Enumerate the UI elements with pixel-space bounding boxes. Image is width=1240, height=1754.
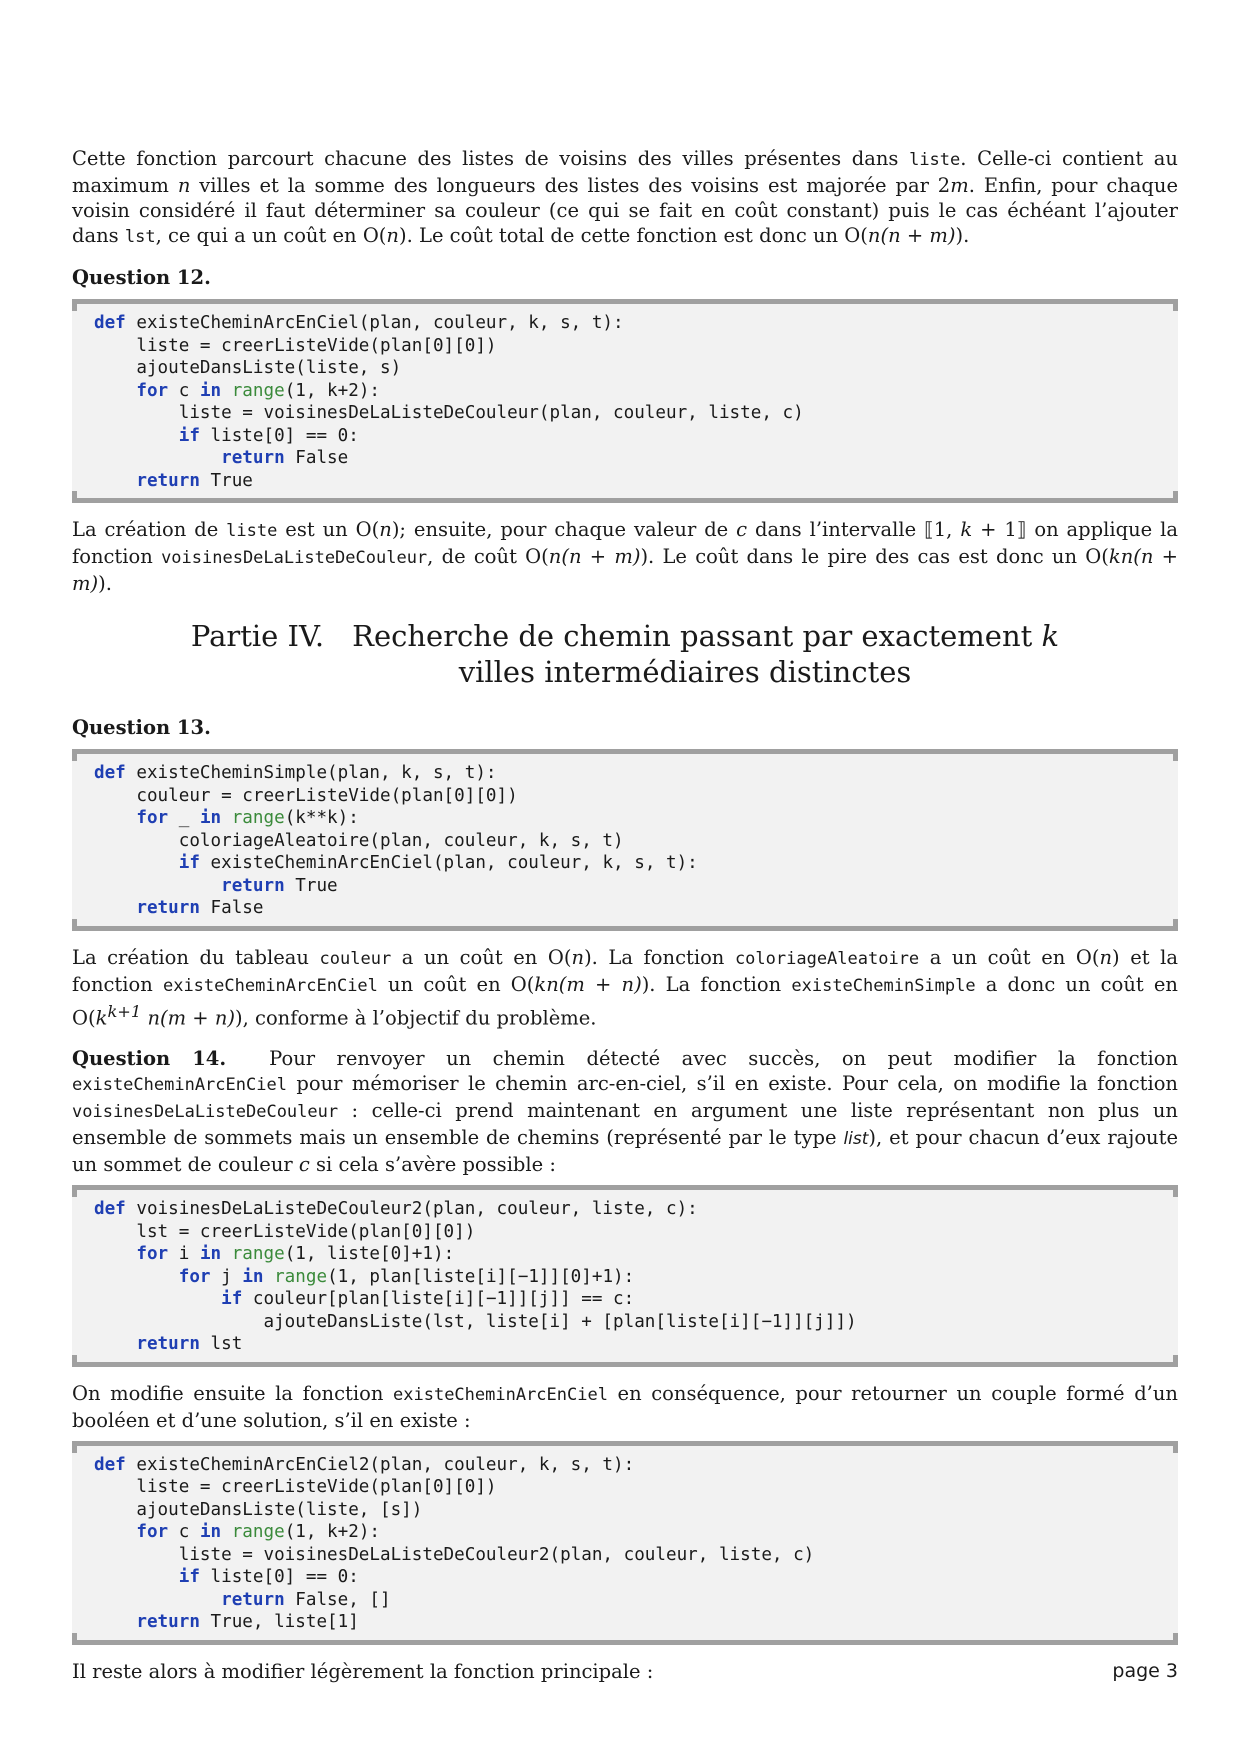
code-block-q13: def existeCheminSimple(plan, k, s, t): couleur = creerListeVide(plan[0][0]) for _ in range(k**k): coloriageAleatoire(plan, couleur, k, s, t) if existeCheminArcEnCiel(plan, couleur, k, s, t): return True return False xyxy=(72,749,1178,931)
q13-explanation: La création du tableau couleur a un coût en O(n). La fonction coloriageAleatoire a un coût en O(n) et la fonction existeCheminArcEnCiel un coût en O(kn(m + n)). La fonction existeCheminSimple a donc un coût en $O(k^{k+1}$ n(m + n)), conforme à l’objectif du problème. xyxy=(72,945,1178,1029)
question-13-title: Question 13. xyxy=(72,716,211,739)
page-number: page 3 xyxy=(1112,1660,1178,1682)
part-iv-heading: Partie IV. Recherche de chemin passant par exactement k villes intermédiaires distinctes xyxy=(190,619,1060,689)
q12-explanation: La création de liste est un O(n); ensuite, pour chaque valeur de c dans l’intervalle ⟦1, k + 1⟧ on applique la fonction voisinesDeLaListeDeCouleur, de coût O(n(n + m)). Le coût dans le pire des cas est donc un O(kn(n + m)). xyxy=(72,518,1178,595)
question-14-title: Question 14. xyxy=(72,1047,227,1070)
code-block-q14b: def existeCheminArcEnCiel2(plan, couleur, k, s, t): liste = creerListeVide(plan[0][0]) ajouteDansListe(liste, [s]) for c in range(1, k+2): liste = voisinesDeLaListeDeCouleur2(plan, couleur, liste, c) if liste[0] == 0: return False, [] return True, liste[1] xyxy=(72,1441,1178,1645)
code-block-q12: def existeCheminArcEnCiel(plan, couleur, k, s, t): liste = creerListeVide(plan[0][0]) ajouteDansListe(liste, s) for c in range(1, k+2): liste = voisinesDeLaListeDeCouleur(plan, couleur, liste, c) if liste[0] == 0: return False return True xyxy=(72,299,1178,503)
q14-paragraph: Question 14. Pour renvoyer un chemin détecté avec succès, on peut modifier la fonction existeCheminArcEnCiel pour mémoriser le chemin arc-en-ciel, s’il en existe. Pour cela, on modifie la fonction voisinesDeLaListeDeCouleur : celle-ci prend maintenant en argument une liste représentant non plus un ensemble de sommets mais un ensemble de chemins (représenté par le type list), et pour chacun d’eux rajoute un sommet de couleur c si cela s’avère possible : xyxy=(72,1047,1178,1176)
page-content xyxy=(72,146,1178,1684)
code-block-q14a: def voisinesDeLaListeDeCouleur2(plan, couleur, liste, c): lst = creerListeVide(plan[0][0]) for i in range(1, liste[0]+1): for j in range(1, plan[liste[i][−1]][0]+1): if couleur[plan[liste[i][−1]][j]] == c: ajouteDansListe(lst, liste[i] + [plan[liste[i][−1]][j]]) return lst xyxy=(72,1185,1178,1367)
question-12-title: Question 12. xyxy=(72,266,211,289)
q14-mid-paragraph: On modifie ensuite la fonction existeCheminArcEnCiel en conséquence, pour retourner un couple formé d’un booléen et d’une solution, s’il en existe : xyxy=(72,1381,1178,1432)
intro-paragraph: Cette fonction parcourt chacune des listes de voisins des villes présentes dans liste. Celle-ci contient au maximum n villes et la somme des longueurs des listes des voisins est majorée par 2m. Enfin, pour chaque voisin considéré il faut déterminer sa couleur (ce qui se fait en coût constant) puis le cas échéant l’ajouter dans lst, ce qui a un coût en O(n). Le coût total de cette fonction est donc un O(n(n + m)). xyxy=(72,147,1179,247)
final-paragraph: Il reste alors à modifier légèrement la fonction principale : xyxy=(72,1659,654,1683)
